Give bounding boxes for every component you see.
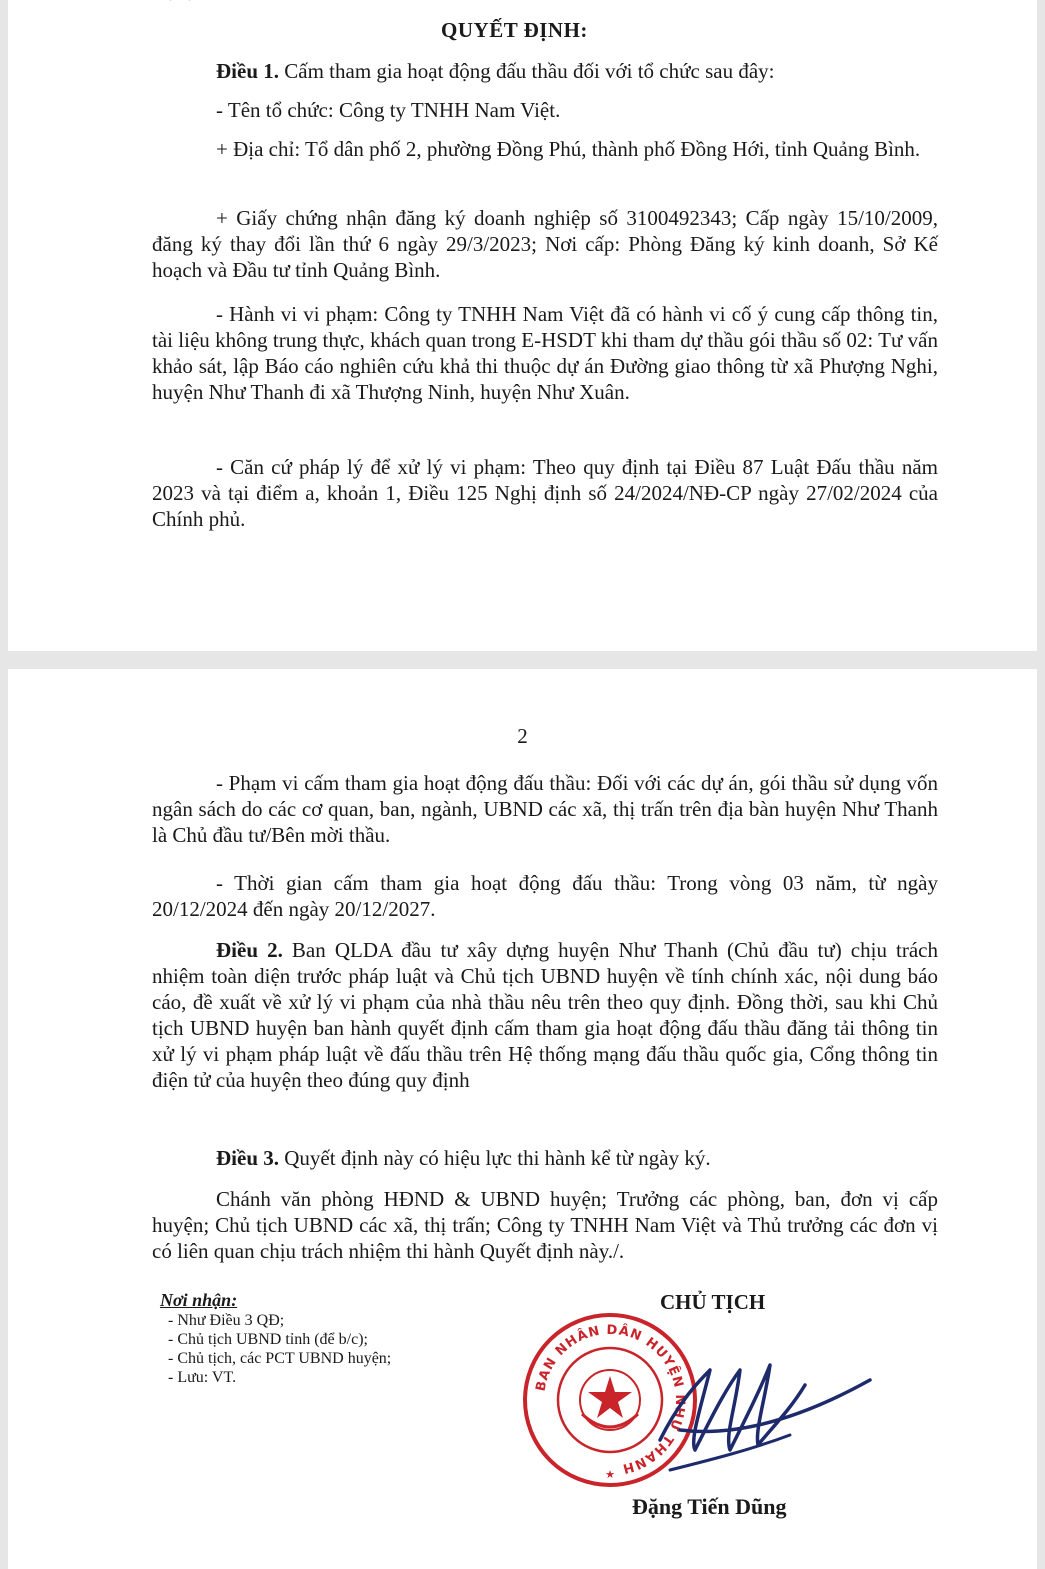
article-2-paragraph [152,937,938,1093]
article-3-label: Điều 3. [216,1146,279,1170]
duration-paragraph: - Thời gian cấm tham gia hoạt động đấu thầu: Trong vòng 03 năm, từ ngày 20/12/2024 đến ngày 20/12/2027. [152,871,938,921]
svg-text:★: ★ [605,1468,615,1481]
scope-paragraph: - Phạm vi cấm tham gia hoạt động đấu thầu: Đối với các dự án, gói thầu sử dụng vốn ngân sách do các cơ quan, ban, ngành, UBND các xã, thị trấn trên địa bàn huyện Như Thanh là Chủ đầu tư/Bên mời thầu. [152,771,938,847]
article-3-text: Quyết định này có hiệu lực thi hành kể từ ngày ký. [279,1146,711,1170]
legal-basis-paragraph: - Căn cứ pháp lý để xử lý vi phạm: Theo quy định tại Điều 87 Luật Đấu thầu năm 2023 và tại điểm a, khoản 1, Điều 125 Nghị định số 24/2024/NĐ-CP ngày 27/02/2024 của Chính phủ. [152,455,938,531]
article-1-paragraph [152,58,938,84]
article-2-label: Điều 2. [216,938,283,962]
page-number: 2 [517,724,528,748]
page-edge-mark [168,0,192,2]
recipients-list [168,1311,391,1387]
recipient-item: - Chủ tịch, các PCT UBND huyện; [168,1350,392,1367]
license-paragraph: + Giấy chứng nhận đăng ký doanh nghiệp số 3100492343; Cấp ngày 15/10/2009, đăng ký thay đổi lần thứ 6 ngày 29/3/2023; Nơi cấp: Phòng Đăng ký kinh doanh, Sở Kế hoạch và Đầu tư tỉnh Quảng Bình. [152,206,938,282]
execution-paragraph: Chánh văn phòng HĐND & UBND huyện; Trưởng các phòng, ban, đơn vị cấp huyện; Chủ tịch UBND các xã, thị trấn; Công ty TNHH Nam Việt và Thủ trưởng các đơn vị có liên quan chịu trách nhiệm thi hành Quyết định này./. [152,1187,938,1263]
handwritten-signature [640,1340,880,1480]
signer-name: Đặng Tiến Dũng [632,1494,787,1519]
article-1-label: Điều 1. [216,59,279,83]
recipients-title: Nơi nhận: [160,1290,238,1310]
address-paragraph: + Địa chỉ: Tổ dân phố 2, phường Đồng Phú, thành phố Đồng Hới, tỉnh Quảng Bình. [216,137,921,161]
decision-title: QUYẾT ĐỊNH: [441,18,588,42]
article-3-paragraph [152,1145,938,1171]
recipient-item: - Lưu: VT. [168,1369,237,1386]
org-name-paragraph: - Tên tổ chức: Công ty TNHH Nam Việt. [216,98,561,122]
violation-paragraph: - Hành vi vi phạm: Công ty TNHH Nam Việt đã có hành vi cố ý cung cấp thông tin, tài liệu không trung thực, khách quan trong E-HSDT khi tham dự thầu gói thầu số 02: Tư vấn khảo sát, lập Báo cáo nghiên cứu khả thi thuộc dự án Đường giao thông từ xã Phượng Nghi, huyện Như Thanh đi xã Thượng Ninh, huyện Như Xuân. [152,302,938,404]
recipient-item: - Chủ tịch UBND tỉnh (để b/c); [168,1331,368,1348]
signer-title: CHỦ TỊCH [660,1290,766,1314]
svg-text:BAN NHÂN DÂN HUYỆN NHƯ THANH: BAN NHÂN DÂN HUYỆN NHƯ THANH [533,1322,688,1476]
article-2-text: Ban QLDA đầu tư xây dựng huyện Như Thanh (Chủ đầu tư) chịu trách nhiệm toàn diện trước pháp luật và Chủ tịch UBND huyện về tính chính xác, nội dung báo cáo, đề xuất về xử lý vi phạm của nhà thầu nêu trên theo quy định. Đồng thời, sau khi Chủ tịch UBND huyện ban hành quyết định cấm tham gia hoạt động đấu thầu đăng tải thông tin xử lý vi phạm pháp luật về đấu thầu trên Hệ thống mạng đấu thầu quốc gia, Cổng thông tin điện tử của huyện theo đúng quy định [152,938,939,1092]
recipient-item: - Như Điều 3 QĐ; [168,1312,285,1329]
article-1-text: Cấm tham gia hoạt động đấu thầu đối với tổ chức sau đây: [279,59,775,83]
emblem-icon [580,1370,640,1430]
